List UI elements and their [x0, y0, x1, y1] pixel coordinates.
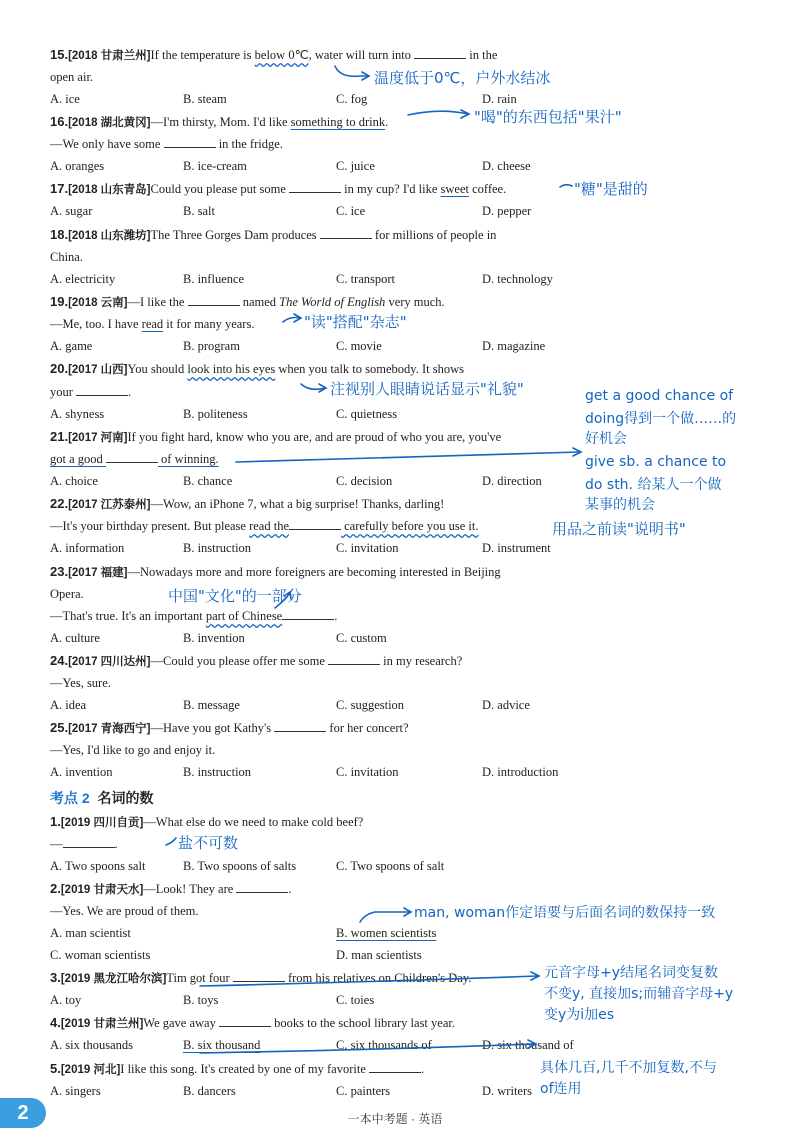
question-16: 16.[2018 湖北黄冈]—I'm thirsty, Mom. I'd like something to drink.: [50, 114, 389, 129]
question-2-2-line2: —Yes. We are proud of them.: [50, 904, 199, 918]
question-2-5: 5.[2019 河北]I like this song. It's created by one of my favorite .: [50, 1061, 425, 1076]
note-19: "读"搭配"杂志": [304, 313, 407, 331]
question-20: 20.[2017 山西]You should look into his eyes when you talk to somebody. It shows: [50, 361, 464, 376]
question-19: 19.[2018 云南]—I like the named The World of English very much.: [50, 294, 445, 309]
answer-blank: [164, 136, 216, 148]
answer-blank: [233, 970, 285, 982]
note-15: 温度低于0℃，户外水结冰: [374, 69, 551, 87]
note-2-3b: 不变y, 直接加s;而辅音字母+y: [544, 986, 734, 1002]
note-16: "喝"的东西包括"果汁": [474, 108, 622, 126]
note-2-2: man, woman作定语要与后面名词的数保持一致: [414, 905, 716, 921]
answer-blank: [219, 1015, 271, 1027]
page-number-badge: 2: [0, 1098, 46, 1128]
answer-blank: [63, 836, 115, 848]
question-24-line2: —Yes, sure.: [50, 676, 111, 690]
answer-blank: [236, 881, 288, 893]
question-17: 17.[2018 山东青岛]Could you please put some in my cup? I'd like sweet coffee.: [50, 181, 507, 196]
answer-blank: [188, 294, 240, 306]
note-2-4a: 具体几百,几千不加复数,不与: [540, 1060, 717, 1076]
answer-blank: [282, 608, 334, 620]
note-20: 注视别人眼睛说话显示"礼貌": [330, 380, 524, 398]
question-2-3: 3.[2019 黑龙江哈尔滨]Tim got four from his relatives on Children's Day.: [50, 970, 472, 985]
note-21a: get a good chance of: [585, 388, 734, 404]
answer-blank: [328, 653, 380, 665]
note-22: 用品之前读"说明书": [552, 520, 686, 538]
question-22: 22.[2017 江苏泰州]—Wow, an iPhone 7, what a big surprise! Thanks, darling!: [50, 496, 445, 511]
question-15-line2: open air.: [50, 70, 94, 84]
note-2-3c: 变y为i加es: [544, 1007, 615, 1023]
footer-title: 一本中考题 · 英语: [347, 1112, 443, 1126]
note-2-1: 盐不可数: [178, 834, 239, 852]
question-19-line2: —Me, too. I have read it for many years.: [50, 317, 255, 331]
answer-blank: [76, 384, 128, 396]
answer-blank: [289, 181, 341, 193]
question-2-1: 1.[2019 四川自贡]—What else do we need to make cold beef?: [50, 814, 364, 829]
note-23: 中国"文化"的一部分: [168, 587, 302, 605]
question-24: 24.[2017 四川达州]—Could you please offer me some in my research?: [50, 653, 463, 668]
note-21f: 某事的机会: [585, 497, 655, 513]
question-22-line2: —It's your birthday present. But please read the carefully before you use it.: [50, 519, 479, 533]
note-21c: 好机会: [585, 431, 627, 447]
note-21d: give sb. a chance to: [585, 454, 727, 470]
note-2-3a: 元音字母+y结尾名词变复数: [544, 965, 719, 981]
question-21: 21.[2017 河南]If you fight hard, know who you are, and are proud of who you are, you've: [50, 429, 502, 444]
note-2-4b: of连用: [540, 1081, 582, 1097]
question-23: 23.[2017 福建]—Nowadays more and more foreigners are becoming interested in Beijing: [50, 564, 501, 579]
question-2-1-line2: — .: [50, 837, 118, 851]
worksheet-page: 15.[2018 甘肃兰州]If the temperature is below 0℃, water will turn into in the open air. A. ice B. steam C. fog D. rain 16.[2018 湖北黄冈]—I'm thirsty, Mom. I'd like something to drink. —We only have some in the fridge. A. oranges B. ice-cream C. juice D. cheese 17.[2018 山东青岛]Could you please put some in my cup? I'd like sweet coffee. A. sugar B. salt C. ice D. pepper 18.[2018 山东潍坊]The Three Gorges Dam produces for millions of people in China. A. electricity B. influence C. transport D. technology 19.[2018 云南]—I like the named The World of English very much. —Me, too. I have read it for many years. A. game B. program C. movie D. magazine 20.[2017 山西]You should look into his eyes when you talk to somebody. It shows your . A. shyness B. politeness C. quietness 21.[2017 河南]If you fight hard, know who you are, and are proud of who you are, you've got a good of winning. A. choice B. chance C. decision D. direction 22.[2017 江苏泰州]—Wow, an iPhone 7, what a big surprise! Thanks, darling! —It's your birthday present. But please read the carefully before you use it. A. information B. instruction C. invitation D. instrument 23.[2017 福建]—Nowadays more and more foreigners are becoming interested in Beijing Opera. —That's true. It's an important part of Chinese . A. culture B. invention C. custom 24.[2017 四川达州]—Could you please offer me some in my research? —Yes, sure. A. idea B. message C. suggestion D. advice 25.[2017 青海西宁]—Have you got Kathy's for her concert? —Yes, I'd like to go and enjoy it. A. invention B. instruction C. invitation D. introduction 考点 2 名词的数 1.[2019 四川自贡]—What else do we need to make cold beef? — . A. Two spoons salt B. Two spoons of salts C. Two spoons of salt 2.[2019 甘肃天水]—Look! They are . —Yes. We are proud of them. A. man scientist B. women scientists C. woman scientists D. man scientists 3.[2019 黑龙江哈尔滨]Tim got four from his relatives on Children's Day. A. toy B. toys C. toies 4.[2019 甘肃兰州]We gave away books to the school library last year. A. six thousands B. six thousand C. six thousands of D. six thousand of 5.[2019 河北]I like this song. It's created by one of my favorite . A. singers B. dancers C. painters D. writers 温度低于0℃，户外水结冰 "喝"的东西包括"果汁" "糖"是甜的 "读"搭配"杂志" 注视别人眼睛说话显示"礼貌" get a good chance of doing得到一个做……的 好机会 give sb. a chance to do sth. 给某人一个做 某事的机会 用品之前读"说明书" 中国"文化"的一部分 盐不可数 man, woman作定语要与后面名词的数保持一致 元音字母+y结尾名词变复数 不变y, 直接加s;而辅音字母+y 变y为i加es 具体几百,几千不加复数,不与 of连用 2 一本中考题 · 英语: [0, 0, 790, 1140]
answer-blank: [289, 518, 341, 530]
section-heading: 考点 2 名词的数: [50, 790, 154, 806]
question-20-line2: your .: [50, 385, 132, 399]
answer-blank: [369, 1061, 421, 1073]
question-25: 25.[2017 青海西宁]—Have you got Kathy's for her concert?: [50, 720, 409, 735]
question-15: 15.[2018 甘肃兰州]If the temperature is below 0℃, water will turn into in the: [50, 47, 498, 62]
question-2-2: 2.[2019 甘肃天水]—Look! They are .: [50, 881, 292, 896]
question-23-line2: Opera.: [50, 587, 84, 601]
answer-blank: [320, 227, 372, 239]
question-18-line2: China.: [50, 250, 83, 264]
question-18: 18.[2018 山东潍坊]The Three Gorges Dam produces for millions of people in: [50, 227, 497, 242]
answer-blank: [414, 47, 466, 59]
question-25-line2: —Yes, I'd like to go and enjoy it.: [50, 743, 216, 757]
note-21e: do sth. 给某人一个做: [585, 477, 722, 493]
question-21-line2: got a good of winning.: [50, 452, 219, 466]
answer-blank: [106, 451, 158, 463]
question-16-line2: —We only have some in the fridge.: [50, 137, 283, 151]
question-2-4: 4.[2019 甘肃兰州]We gave away books to the school library last year.: [50, 1015, 455, 1030]
answer-blank: [274, 720, 326, 732]
note-17: "糖"是甜的: [574, 180, 648, 198]
note-21b: doing得到一个做……的: [585, 411, 737, 427]
question-23-line3: —That's true. It's an important part of Chinese .: [50, 609, 338, 623]
